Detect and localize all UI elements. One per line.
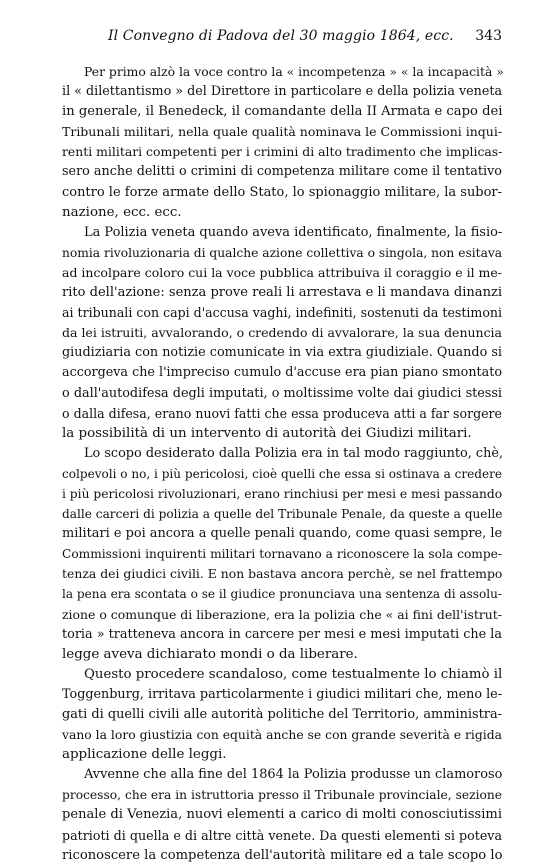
paragraph	[62, 62, 502, 223]
body-text	[62, 62, 502, 866]
text-line: rito dell'azione: senza prove reali li arrestava e li mandava dinanzi	[62, 285, 502, 301]
text-line: militari e poi ancora a quelle penali quando, come quasi sempre, le	[62, 526, 503, 542]
text-line: il « dilettantismo » del Direttore in particolare e della polizia veneta	[62, 84, 503, 100]
text-line: processo, che era in istruttoria presso il Tribunale provinciale, sezione	[62, 788, 502, 803]
text-line: Tribunali militari, nella quale qualità nominava le Commissioni inqui-	[62, 124, 503, 140]
text-line: Per primo alzò la voce contro la « incompetenza » « la incapacità »	[84, 65, 504, 79]
text-line: dalle carceri di polizia a quelle del Tribunale Penale, da queste a quelle	[62, 507, 503, 522]
text-line: Commissioni inquirenti militari tornavano a riconoscere la sola compe-	[62, 547, 502, 562]
text-line: penale di Venezia, nuovi elementi a carico di molti conosciutissimi	[62, 807, 502, 823]
text-line: ad incolpare coloro cui la voce pubblica attribuiva il coraggio e il me-	[62, 264, 502, 280]
text-line: La Polizia veneta quando aveva identificato, finalmente, la fisio-	[84, 224, 503, 240]
text-line: Questo procedere scandaloso, come testualmente lo chiamò il	[84, 666, 503, 682]
text-line: riconoscere la competenza dell'autorità militare ed a tale scopo lo	[62, 847, 503, 863]
text-line: applicazione delle leggi.	[62, 747, 227, 763]
text-line: Toggenburg, irritava particolarmente i giudici militari che, meno le-	[62, 686, 503, 702]
paragraph	[62, 444, 502, 665]
paragraph	[62, 665, 502, 765]
text-line: da lei istruiti, avvalorando, o credendo di avvalorare, la sua denuncia	[62, 325, 502, 341]
paragraph	[62, 223, 502, 444]
text-line: toria » tratteneva ancora in carcere per mesi e mesi imputati che la	[62, 626, 502, 642]
text-line: contro le forze armate dello Stato, lo spionaggio militare, la subor-	[62, 184, 502, 200]
text-line: sero anche delitti o crimini di competenza militare come il tentativo	[62, 164, 502, 180]
page-number: 343	[475, 28, 502, 44]
text-line: colpevoli o no, i più pericolosi, cioè quelli che essa si ostinava a credere	[62, 466, 503, 481]
paragraph	[62, 765, 502, 865]
text-line: o dalla difesa, erano nuovi fatti che essa produceva atti a far sorgere	[62, 405, 502, 421]
text-line: in generale, il Benedeck, il comandante della II Armata e capo dei	[62, 104, 503, 120]
text-line: accorgeva che l'impreciso cumulo d'accuse era pian piano smontato	[62, 365, 502, 381]
text-line: nazione, ecc. ecc.	[62, 204, 182, 220]
text-line: giudiziaria con notizie comunicate in via extra giudiziale. Quando si	[62, 345, 502, 361]
text-line: zione o comunque di liberazione, era la polizia che « ai fini dell'istrut-	[62, 606, 502, 622]
text-line: legge aveva dichiarato mondi o da liberare.	[62, 646, 358, 662]
text-line: tenza dei giudici civili. E non bastava ancora perchè, se nel frattempo	[62, 566, 503, 582]
text-line: patrioti di quella e di altre città venete. Da questi elementi si poteva	[62, 827, 502, 843]
text-line: la possibilità di un intervento di autorità dei Giudizi militari.	[62, 425, 472, 441]
text-line: Lo scopo desiderato dalla Polizia era in tal modo raggiunto, chè,	[84, 445, 504, 461]
running-title: Il Convegno di Padova del 30 maggio 1864, ecc.	[108, 28, 454, 44]
text-line: la pena era scontata o se il giudice pronunciava una sentenza di assolu-	[62, 587, 502, 602]
text-line: gati di quelli civili alle autorità politiche del Territorio, amministra-	[62, 707, 502, 722]
text-line: renti militari competenti per i crimini di alto tradimento che implicas-	[62, 144, 503, 160]
page-header	[62, 24, 502, 50]
text-line: o dall'autodifesa degli imputati, o moltissime volte dai giudici stessi	[62, 385, 502, 401]
text-line: Avvenne che alla fine del 1864 la Polizia produsse un clamoroso	[84, 767, 503, 783]
text-line: ai tribunali con capi d'accusa vaghi, indefiniti, sostenuti da testimoni	[62, 305, 502, 321]
text-line: i più pericolosi rivoluzionari, erano rinchiusi per mesi e mesi passando	[62, 486, 503, 501]
text-line: vano la loro giustizia con equità anche se con grande severità e rigida	[62, 728, 503, 743]
text-line: nomia rivoluzionaria di qualche azione collettiva o singola, non esitava	[62, 245, 503, 260]
